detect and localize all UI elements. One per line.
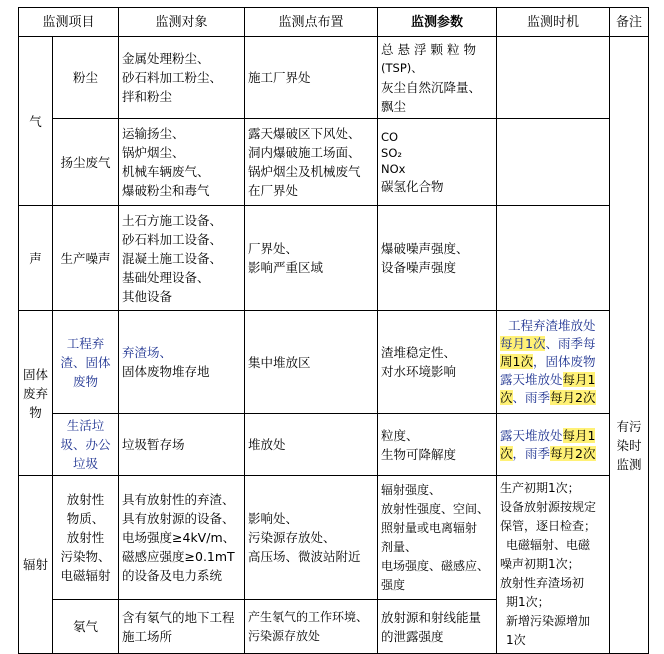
fugitive-item: 扬尘废气 (53, 119, 119, 206)
group-radiation: 辐射 (19, 476, 53, 654)
radon-object: 含有氡气的地下工程 施工场所 (119, 600, 245, 654)
header-item: 监测项目 (19, 8, 119, 37)
fugitive-location: 露天爆破区下风处、 洞内爆破施工场面、 锅炉烟尘及机械废气 在厂界处 (245, 119, 378, 206)
header-row (19, 8, 649, 37)
row-domestic-waste (19, 414, 649, 476)
noise-location: 厂界处、 影响严重区域 (245, 206, 378, 311)
group-solid: 固体废弃物 (19, 311, 53, 476)
header-location: 监测点布置 (245, 8, 378, 37)
slag-timing: 工程弃渣堆放处每月1次、雨季每周1次，固体废物露天堆放处每月1次、雨季每月2次 (497, 311, 610, 414)
header-params: 监测参数 (378, 8, 497, 37)
header-remark: 备注 (610, 8, 649, 37)
domestic-timing: 露天堆放处每月1次，雨季每月2次 (497, 414, 610, 476)
row-noise (19, 206, 649, 311)
slag-params: 渣堆稳定性、 对水环境影响 (378, 311, 497, 414)
dust-location: 施工厂界处 (245, 37, 378, 119)
slag-location: 集中堆放区 (245, 311, 378, 414)
radioactive-params: 辐射强度、 放射性强度、空间、 照射量或电离辐射 剂量、 电场强度、磁感应、 强度 (378, 476, 497, 600)
noise-object: 土石方施工设备、 砂石料加工设备、 混凝土施工设备、 基础处理设备、 其他设备 (119, 206, 245, 311)
domestic-location: 堆放处 (245, 414, 378, 476)
group-air: 气 (19, 37, 53, 206)
monitoring-table (18, 7, 649, 654)
radioactive-timing: 生产初期1次； 设备放射源按规定 保管，逐日检查； 电磁辐射、电磁 噪声初期1次； 放射性弃渣场初 期1次； 新增污染源增加 1次 (497, 476, 610, 654)
domestic-params: 粒度、 生物可降解度 (378, 414, 497, 476)
noise-timing (497, 206, 610, 311)
noise-params: 爆破噪声强度、 设备噪声强度 (378, 206, 497, 311)
domestic-object: 垃圾暂存场 (119, 414, 245, 476)
radon-params: 放射源和射线能量 的泄露强度 (378, 600, 497, 654)
dust-params: 总悬浮颗粒物 (TSP)、 灰尘自然沉降量、 飘尘 (378, 37, 497, 119)
header-object: 监测对象 (119, 8, 245, 37)
row-waste-slag (19, 311, 649, 414)
row-fugitive (19, 119, 649, 206)
domestic-item: 生活垃圾、办公垃圾 (53, 414, 119, 476)
fugitive-timing (497, 119, 610, 206)
fugitive-params: CO SO₂ NOx 碳氢化合物 (378, 119, 497, 206)
dust-timing (497, 37, 610, 119)
dust-object: 金属处理粉尘、 砂石料加工粉尘、 拌和粉尘 (119, 37, 245, 119)
radioactive-object: 具有放射性的弃渣、 具有放射源的设备、 电场强度≥4kV/m、 磁感应强度≥0.1mT 的设备及电力系统 (119, 476, 245, 600)
slag-item: 工程弃渣、固体废物 (53, 311, 119, 414)
row-dust (19, 37, 649, 119)
row-radioactive (19, 476, 649, 600)
remark-cell: 有污 染时 监测 (610, 37, 649, 654)
fugitive-object: 运输扬尘、 锅炉烟尘、 机械车辆废气、 爆破粉尘和毒气 (119, 119, 245, 206)
group-noise: 声 (19, 206, 53, 311)
radioactive-item: 放射性 物质、 放射性 污染物、 电磁辐射 (53, 476, 119, 600)
noise-item: 生产噪声 (53, 206, 119, 311)
header-timing: 监测时机 (497, 8, 610, 37)
dust-item: 粉尘 (53, 37, 119, 119)
radon-item: 氡气 (53, 600, 119, 654)
radioactive-location: 影响处、 污染源存放处、 高压场、微波站附近 (245, 476, 378, 600)
slag-object: 弃渣场、 固体废物堆存地 (119, 311, 245, 414)
radon-location: 产生氡气的工作环境、 污染源存放处 (245, 600, 378, 654)
